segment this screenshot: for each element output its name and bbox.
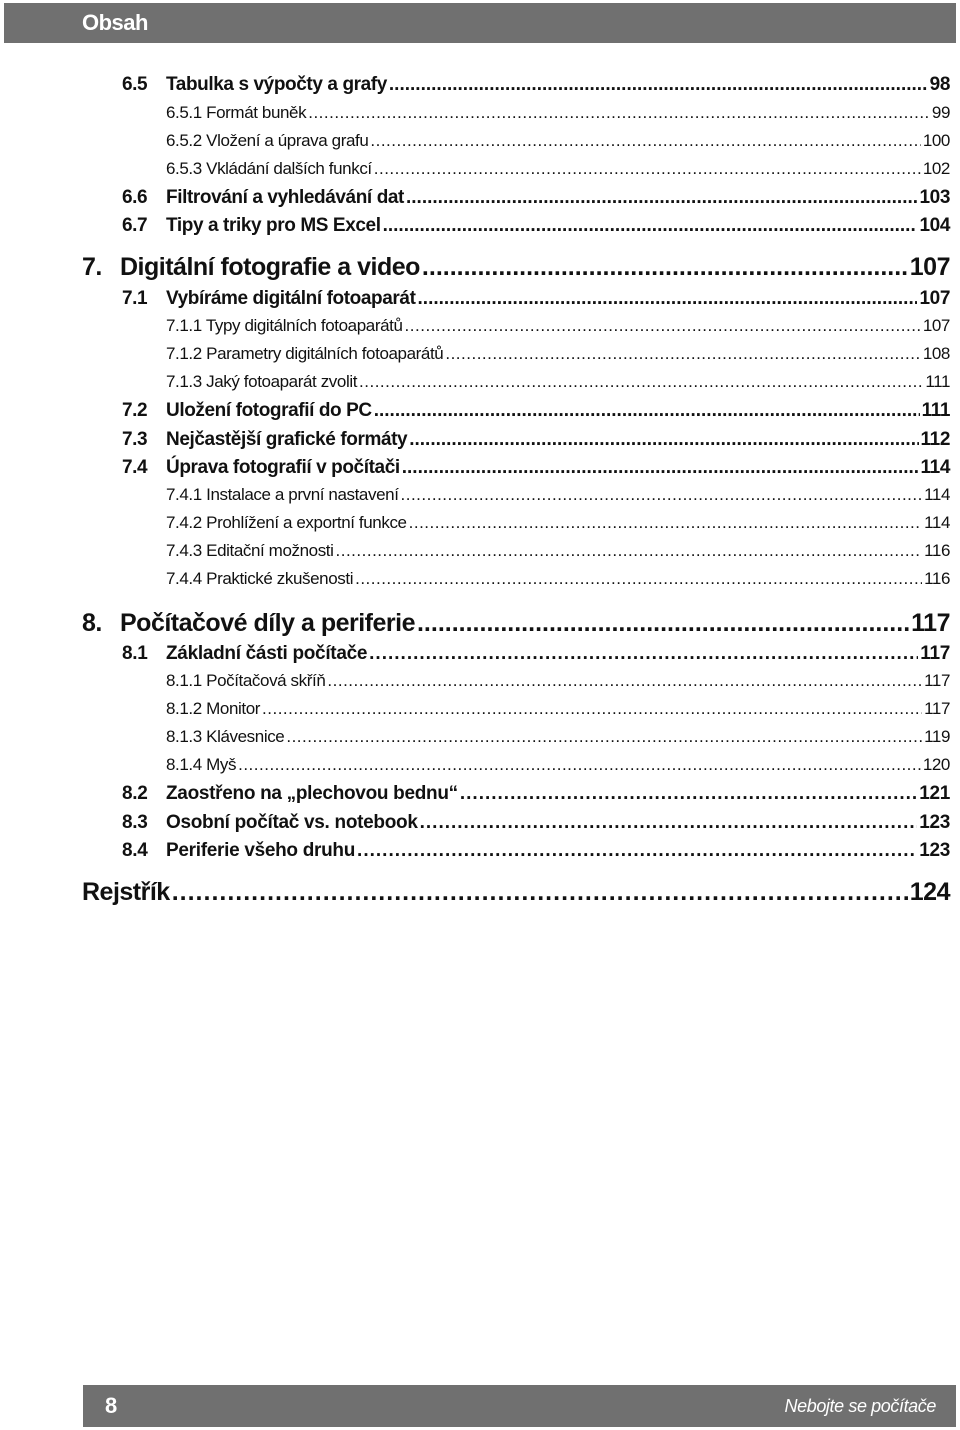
toc-entry-title: 7.4.3 Editační možnosti	[166, 541, 334, 560]
toc-entry[interactable]	[122, 215, 950, 237]
toc-entry[interactable]	[122, 840, 950, 862]
toc-entry-number: 7.1	[122, 288, 148, 309]
toc-chapter[interactable]	[82, 878, 950, 907]
toc-entry-page: 112	[920, 429, 950, 450]
footer-bar	[83, 1385, 956, 1427]
toc-entry-title: Vybíráme digitální fotoaparát	[166, 288, 416, 309]
toc-entry-title: 7.1.2 Parametry digitálních fotoaparátů	[166, 344, 444, 363]
toc-entry[interactable]	[166, 727, 950, 747]
dot-leader	[369, 643, 918, 665]
toc-entry-page: 103	[919, 187, 950, 208]
toc-entry[interactable]	[166, 316, 950, 336]
dot-leader	[383, 215, 918, 237]
toc-entry-page: 117	[924, 699, 950, 718]
dot-leader	[336, 541, 923, 561]
dot-leader	[409, 513, 922, 533]
toc-entry-number: 6.7	[122, 215, 148, 236]
dot-leader	[422, 253, 908, 282]
toc-entry-page: 116	[924, 541, 950, 560]
toc-entry-number: 7.3	[122, 429, 148, 450]
dot-leader	[374, 159, 921, 179]
toc-entry[interactable]	[166, 131, 950, 151]
toc-entry-title: Tabulka s výpočty a grafy	[166, 74, 387, 95]
toc-chapter-title: Digitální fotografie a video	[120, 253, 420, 281]
dot-leader	[308, 103, 930, 123]
dot-leader	[238, 755, 921, 775]
toc-entry-title: Periferie všeho druhu	[166, 840, 356, 861]
toc-entry-page: 114	[924, 513, 950, 532]
dot-leader	[401, 485, 923, 505]
toc-chapter-title: Počítačové díly a periferie	[120, 609, 415, 637]
dot-leader	[389, 74, 928, 96]
toc-entry[interactable]	[166, 485, 950, 505]
toc-entry-title: 7.1.1 Typy digitálních fotoaparátů	[166, 316, 403, 335]
toc-entry-title: Osobní počítač vs. notebook	[166, 812, 418, 833]
dot-leader	[418, 288, 918, 310]
toc-entry-page: 111	[921, 400, 950, 421]
dot-leader	[402, 457, 919, 479]
toc-entry-page: 114	[920, 457, 950, 478]
toc-entry-title: Filtrování a vyhledávání dat	[166, 187, 404, 208]
toc-entry-title: Uložení fotografií do PC	[166, 400, 372, 421]
toc-entry-page: 119	[924, 727, 950, 746]
toc-chapter-title: Rejstřík	[82, 878, 170, 906]
dot-leader	[172, 878, 908, 907]
toc-entry-number: 8.3	[122, 812, 148, 833]
toc-entry-title: 8.1.3 Klávesnice	[166, 727, 285, 746]
toc-entry-title: 7.4.2 Prohlížení a exportní funkce	[166, 513, 407, 532]
toc-entry-page: 120	[922, 755, 950, 774]
toc-entry-page: 107	[922, 316, 950, 335]
toc-chapter-page: 117	[911, 609, 950, 637]
toc-entry[interactable]	[122, 643, 950, 665]
toc-entry[interactable]	[166, 755, 950, 775]
toc-entry-page: 117	[924, 671, 950, 690]
footer-book-title: Nebojte se počítače	[784, 1396, 936, 1416]
dot-leader	[417, 609, 909, 638]
footer-page-number: 8	[105, 1393, 118, 1418]
dot-leader	[460, 783, 917, 805]
toc-chapter-page: 107	[909, 253, 950, 281]
toc-entry-title: Úprava fotografií v počítači	[166, 457, 400, 478]
toc-entry-page: 102	[922, 159, 950, 178]
toc-entry[interactable]	[122, 457, 950, 479]
toc-entry-title: Tipy a triky pro MS Excel	[166, 215, 381, 236]
header-title: Obsah	[82, 10, 148, 35]
toc-entry-title: 7.4.1 Instalace a první nastavení	[166, 485, 399, 504]
toc-entry-title: 7.4.4 Praktické zkušenosti	[166, 569, 354, 588]
dot-leader	[355, 569, 922, 589]
toc-entry[interactable]	[166, 513, 950, 533]
dot-leader	[445, 344, 920, 364]
toc-entry[interactable]	[122, 400, 950, 422]
toc-chapter-number: 8.	[82, 609, 102, 637]
toc-entry-number: 8.1	[122, 643, 148, 664]
toc-chapter-number: 7.	[82, 253, 102, 281]
dot-leader	[409, 429, 918, 451]
toc-entry[interactable]	[122, 429, 950, 451]
toc-entry-title: Základní části počítače	[166, 643, 368, 664]
toc-entry-page: 117	[920, 643, 950, 664]
dot-leader	[357, 840, 917, 862]
toc-entry[interactable]	[122, 187, 950, 209]
toc-entry[interactable]	[166, 671, 950, 691]
toc-entry[interactable]	[122, 74, 950, 96]
toc-entry[interactable]	[166, 344, 950, 364]
dot-leader	[327, 671, 922, 691]
toc-entry-page: 116	[924, 569, 950, 588]
toc-entry-title: Nejčastější grafické formáty	[166, 429, 408, 450]
toc-entry-page: 108	[922, 344, 950, 363]
toc-chapter[interactable]	[82, 253, 950, 282]
toc-entry-number: 8.2	[122, 783, 148, 804]
toc-entry-page: 99	[931, 103, 950, 122]
toc-entry-title: 6.5.2 Vložení a úprava grafu	[166, 131, 369, 150]
toc-chapter[interactable]	[82, 609, 950, 638]
toc-entry-page: 121	[919, 783, 950, 804]
toc-entry-page: 123	[919, 812, 950, 833]
toc-entry-number: 8.4	[122, 840, 148, 861]
dot-leader	[370, 131, 920, 151]
toc-entry-title: 6.5.1 Formát buněk	[166, 103, 307, 122]
toc-entry-title: 8.1.1 Počítačová skříň	[166, 671, 326, 690]
toc-entry-title: 8.1.4 Myš	[166, 755, 237, 774]
toc-entry-page: 104	[919, 215, 950, 236]
toc-entry[interactable]	[166, 103, 950, 123]
toc-entry-page: 107	[919, 288, 950, 309]
dot-leader	[286, 727, 922, 747]
toc-entry[interactable]	[122, 288, 950, 310]
toc-entry-page: 111	[925, 372, 950, 391]
dot-leader	[406, 187, 917, 209]
toc-entry-page: 123	[919, 840, 950, 861]
dot-leader	[262, 699, 922, 719]
toc-entry[interactable]	[166, 699, 950, 719]
toc-entry-number: 7.2	[122, 400, 148, 421]
toc-entry-title: 6.5.3 Vkládání dalších funkcí	[166, 159, 372, 178]
toc-chapter-page: 124	[909, 878, 950, 906]
toc-entry-number: 6.5	[122, 74, 148, 95]
toc-entry-title: 8.1.2 Monitor	[166, 699, 261, 718]
toc-entry-number: 7.4	[122, 457, 148, 478]
toc-entry-page: 100	[922, 131, 950, 150]
toc-entry[interactable]	[166, 372, 950, 392]
toc-entry-title: 7.1.3 Jaký fotoaparát zvolit	[166, 372, 358, 391]
toc-entry[interactable]	[122, 783, 950, 805]
toc-entry-title: Zaostřeno na „plechovou bednu“	[166, 783, 458, 804]
toc-entry-page: 98	[929, 74, 950, 95]
toc-entry[interactable]	[166, 159, 950, 179]
toc-entry[interactable]	[122, 812, 950, 834]
toc-entry-number: 6.6	[122, 187, 148, 208]
toc-entry[interactable]	[166, 541, 950, 561]
toc-entry-page: 114	[924, 485, 950, 504]
dot-leader	[374, 400, 920, 422]
toc-entry[interactable]	[166, 569, 950, 589]
dot-leader	[359, 372, 923, 392]
dot-leader	[420, 812, 918, 834]
dot-leader	[405, 316, 921, 336]
